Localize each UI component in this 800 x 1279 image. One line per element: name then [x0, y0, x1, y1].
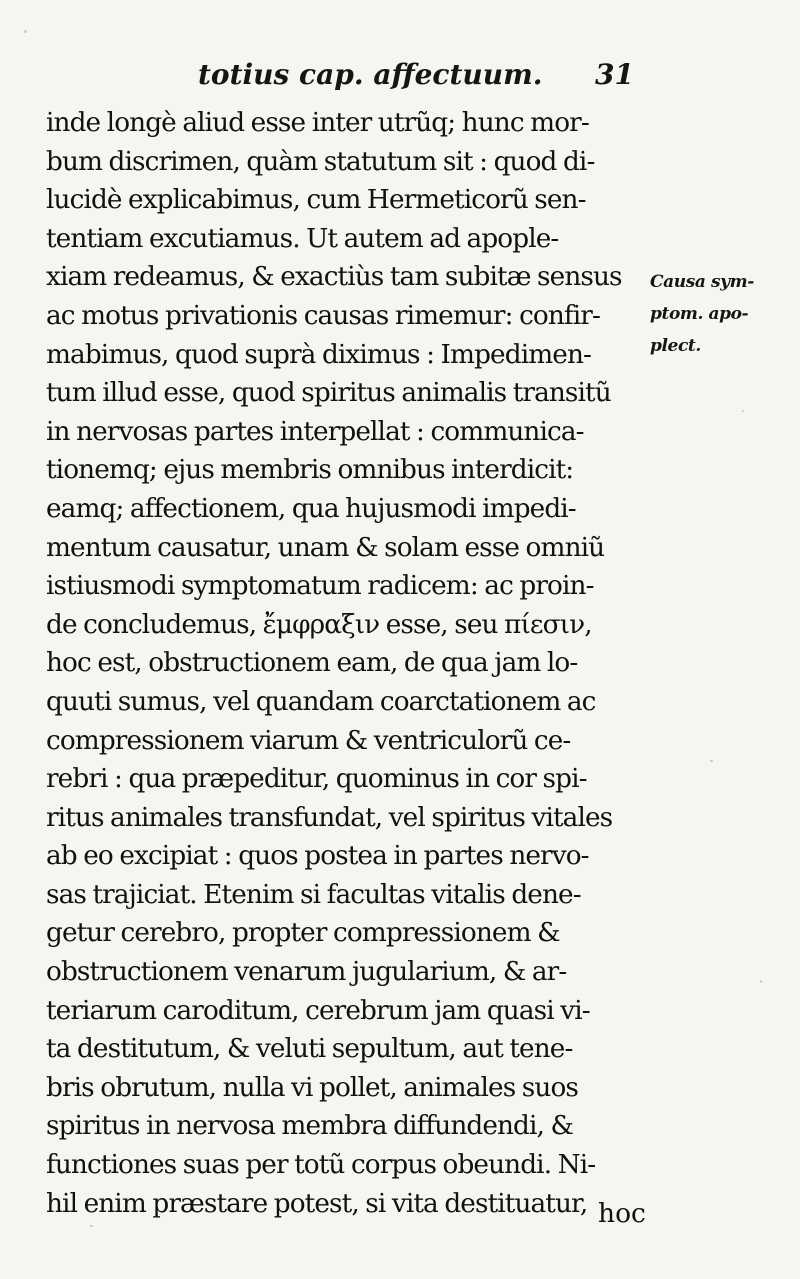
body-text — [46, 104, 656, 1223]
text-line: tentiam excutiamus. Ut autem ad apople- — [46, 222, 559, 254]
text-line: bum discrimen, quàm statutum sit : quod di- — [46, 145, 595, 177]
paper-speck — [90, 1225, 93, 1227]
text-line: mentum causatur, unam & solam esse omniũ — [46, 531, 605, 563]
text-line: tionemq; ejus membris omnibus interdicit: — [46, 454, 574, 486]
text-line: spiritus in nervosa membra diffundendi, & — [46, 1110, 574, 1142]
text-line: sas trajiciat. Etenim si facultas vitalis dene- — [46, 878, 581, 910]
text-line: lucidè explicabimus, cum Hermeticorũ sen- — [46, 184, 586, 216]
text-line: eamq; affectionem, qua hujusmodi impedi- — [46, 492, 576, 524]
margin-note-line: ptom. apo- — [650, 304, 749, 324]
text-line: hoc est, obstructionem eam, de qua jam lo- — [46, 647, 578, 679]
text-line: xiam redeamus, & exactiùs tam subitæ sensus — [46, 261, 622, 293]
text-line: inde longè aliud esse inter utrũq; hunc mor- — [46, 107, 589, 138]
text-line: de concludemus, ἔμφραξιν esse, seu πίεσιν, — [46, 608, 592, 640]
text-line: ta destitutum, & veluti sepultum, aut tene- — [46, 1033, 573, 1065]
text-line: in nervosas partes interpellat : communica- — [46, 415, 584, 447]
text-line: functiones suas per totũ corpus obeundi. Ni- — [46, 1149, 596, 1181]
text-line: compressionem viarum & ventriculorũ ce- — [46, 724, 571, 756]
paper-speck — [710, 760, 713, 762]
catchword: hoc — [598, 1198, 646, 1229]
text-line: ab eo excipiat : quos postea in partes nervo- — [46, 840, 589, 872]
running-title: totius cap. affectuum. — [198, 58, 543, 91]
page-header — [0, 52, 800, 96]
text-line: quuti sumus, vel quandam coarctationem ac — [46, 685, 596, 717]
text-line: tum illud esse, quod spiritus animalis transitũ — [46, 377, 611, 409]
text-line: hil enim præstare potest, si vita destituatur, — [46, 1187, 588, 1219]
text-line: istiusmodi symptomatum radicem: ac proin- — [46, 570, 594, 602]
text-line: obstructionem venarum jugularium, & ar- — [46, 956, 567, 988]
text-line: ritus animales transfundat, vel spiritus vitales — [46, 801, 613, 833]
paper-speck — [24, 30, 27, 33]
paper-speck — [742, 410, 744, 412]
text-line: mabimus, quod suprà diximus : Impedimen- — [46, 338, 592, 370]
text-line: bris obrutum, nulla vi pollet, animales suos — [46, 1071, 579, 1103]
text-line: teriarum caroditum, cerebrum jam quasi vi- — [46, 994, 590, 1026]
page-number: 31 — [595, 58, 634, 91]
text-line: getur cerebro, propter compressionem & — [46, 917, 560, 949]
margin-note-line: plect. — [650, 336, 701, 356]
margin-note — [650, 266, 800, 362]
paper-speck — [760, 980, 762, 983]
margin-note-line: Causa sym- — [650, 272, 754, 292]
text-line: rebri : qua præpeditur, quominus in cor spi- — [46, 763, 587, 795]
text-line: ac motus privationis causas rimemur: confir- — [46, 299, 600, 331]
